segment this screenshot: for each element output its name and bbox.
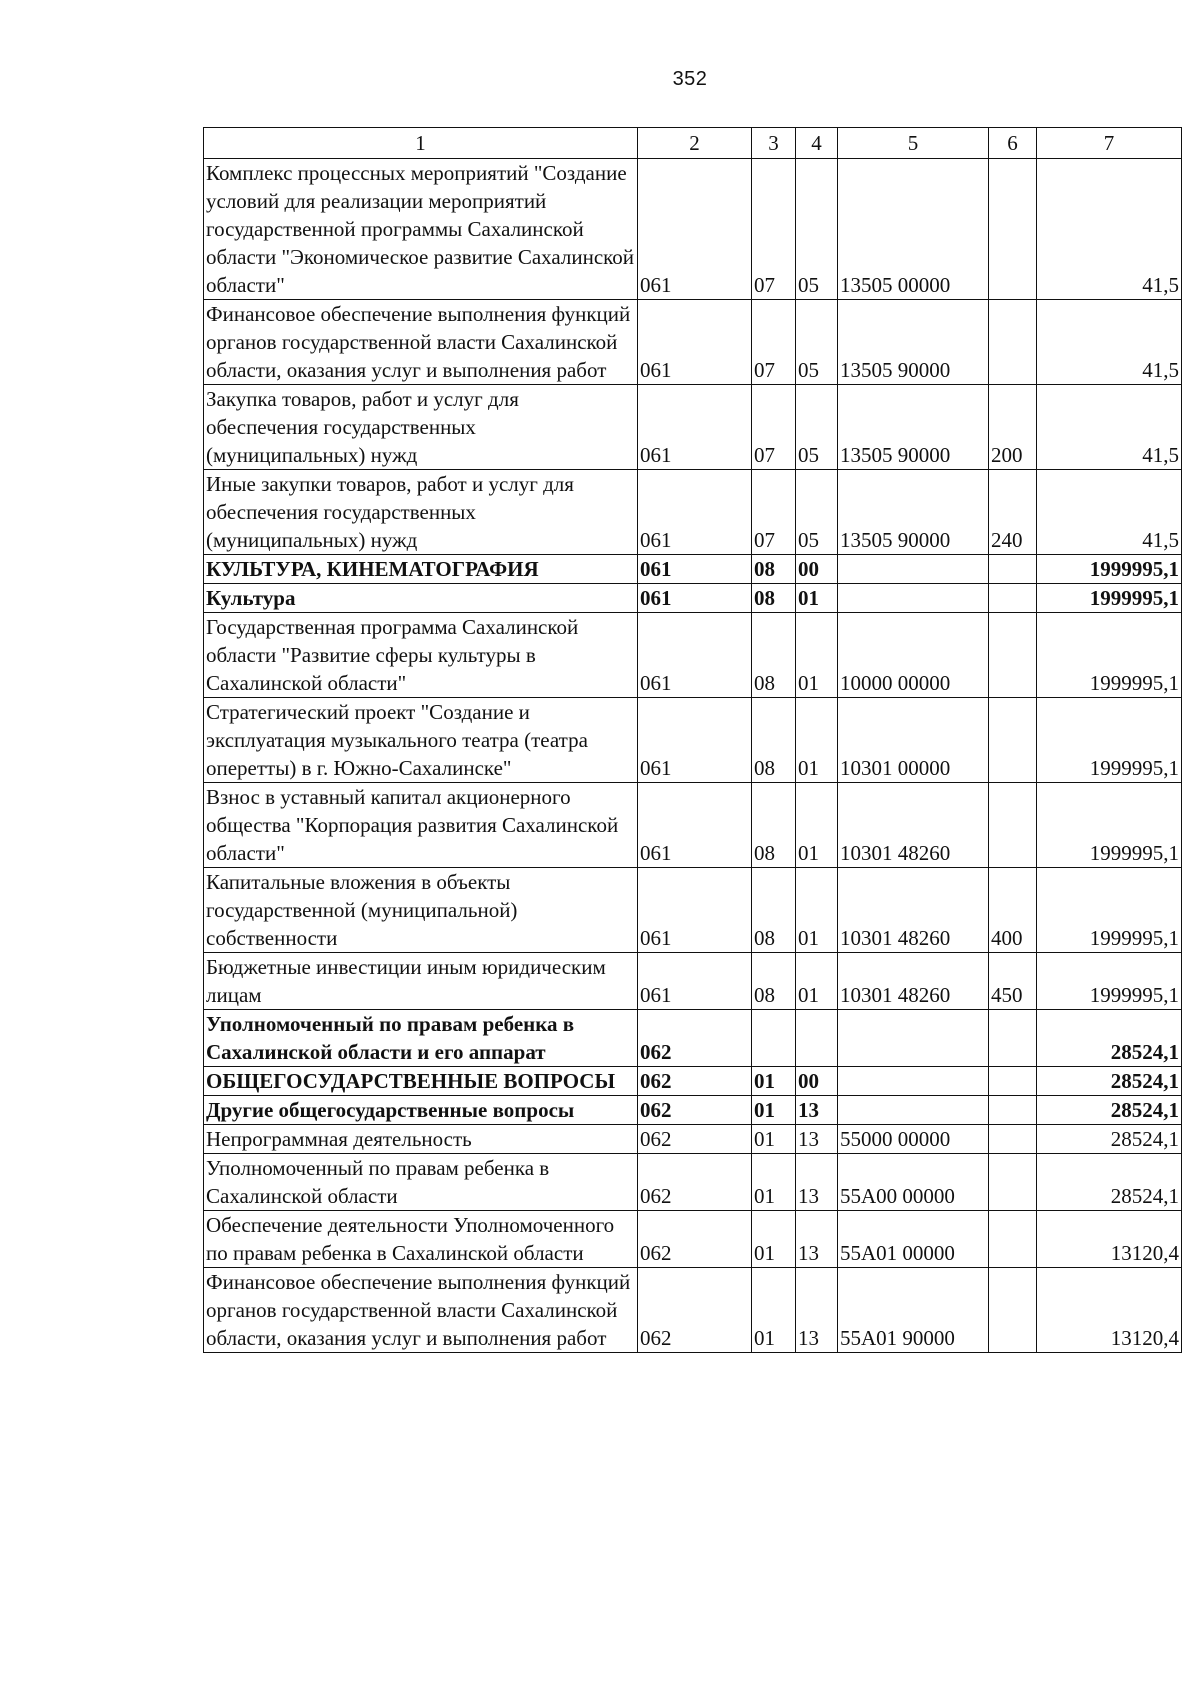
row-subsection: 05 — [796, 300, 838, 385]
row-target-article: 55А01 00000 — [838, 1211, 989, 1268]
row-amount: 41,5 — [1037, 385, 1182, 470]
row-name: Финансовое обеспечение выполнения функций органов государственной власти Сахалинской области, оказания услуг и выполнения работ — [204, 1268, 638, 1353]
row-admin-code: 062 — [638, 1096, 752, 1125]
row-admin-code: 061 — [638, 385, 752, 470]
row-name: Обеспечение деятельности Уполномоченного по правам ребенка в Сахалинской области — [204, 1211, 638, 1268]
row-section: 07 — [752, 470, 796, 555]
table-row — [204, 953, 1182, 1010]
row-admin-code: 061 — [638, 584, 752, 613]
row-name: Стратегический проект "Создание и эксплуатация музыкального театра (театра оперетты) в г. Южно-Сахалинске" — [204, 698, 638, 783]
row-subsection: 00 — [796, 555, 838, 584]
row-subsection: 01 — [796, 953, 838, 1010]
table-row — [204, 385, 1182, 470]
row-target-article: 10301 00000 — [838, 698, 989, 783]
row-admin-code: 061 — [638, 555, 752, 584]
table-row — [204, 555, 1182, 584]
row-expense-type — [989, 159, 1037, 300]
row-name: Закупка товаров, работ и услуг для обеспечения государственных (муниципальных) нужд — [204, 385, 638, 470]
row-section: 08 — [752, 953, 796, 1010]
row-subsection: 13 — [796, 1125, 838, 1154]
row-expense-type — [989, 584, 1037, 613]
row-expense-type: 200 — [989, 385, 1037, 470]
row-amount: 28524,1 — [1037, 1067, 1182, 1096]
header-cell: 7 — [1037, 128, 1182, 159]
row-amount: 28524,1 — [1037, 1125, 1182, 1154]
row-subsection: 01 — [796, 584, 838, 613]
row-section: 01 — [752, 1067, 796, 1096]
row-section: 07 — [752, 385, 796, 470]
row-amount: 13120,4 — [1037, 1268, 1182, 1353]
row-section: 07 — [752, 300, 796, 385]
row-section: 01 — [752, 1211, 796, 1268]
row-amount: 28524,1 — [1037, 1010, 1182, 1067]
row-admin-code: 062 — [638, 1211, 752, 1268]
row-expense-type — [989, 1211, 1037, 1268]
row-amount: 41,5 — [1037, 300, 1182, 385]
row-target-article: 55А00 00000 — [838, 1154, 989, 1211]
row-name: Культура — [204, 584, 638, 613]
table-row — [204, 1211, 1182, 1268]
row-admin-code: 062 — [638, 1154, 752, 1211]
row-expense-type: 240 — [989, 470, 1037, 555]
row-admin-code: 061 — [638, 613, 752, 698]
row-amount: 1999995,1 — [1037, 555, 1182, 584]
row-expense-type — [989, 698, 1037, 783]
header-cell: 4 — [796, 128, 838, 159]
row-section: 01 — [752, 1125, 796, 1154]
table-row — [204, 584, 1182, 613]
row-target-article: 13505 00000 — [838, 159, 989, 300]
table-row — [204, 1268, 1182, 1353]
header-cell: 1 — [204, 128, 638, 159]
row-name: Непрограммная деятельность — [204, 1125, 638, 1154]
row-name: Государственная программа Сахалинской области "Развитие сферы культуры в Сахалинской области" — [204, 613, 638, 698]
row-amount: 41,5 — [1037, 470, 1182, 555]
row-section: 01 — [752, 1096, 796, 1125]
row-name: КУЛЬТУРА, КИНЕМАТОГРАФИЯ — [204, 555, 638, 584]
row-subsection — [796, 1010, 838, 1067]
row-section: 08 — [752, 783, 796, 868]
row-name: ОБЩЕГОСУДАРСТВЕННЫЕ ВОПРОСЫ — [204, 1067, 638, 1096]
row-expense-type: 400 — [989, 868, 1037, 953]
header-cell: 3 — [752, 128, 796, 159]
row-admin-code: 061 — [638, 159, 752, 300]
row-name: Другие общегосударственные вопросы — [204, 1096, 638, 1125]
row-name: Финансовое обеспечение выполнения функций органов государственной власти Сахалинской области, оказания услуг и выполнения работ — [204, 300, 638, 385]
row-amount: 41,5 — [1037, 159, 1182, 300]
table-row — [204, 159, 1182, 300]
row-target-article — [838, 1010, 989, 1067]
row-expense-type — [989, 1154, 1037, 1211]
row-name: Уполномоченный по правам ребенка в Сахалинской области — [204, 1154, 638, 1211]
row-amount: 1999995,1 — [1037, 613, 1182, 698]
row-admin-code: 061 — [638, 300, 752, 385]
row-target-article: 13505 90000 — [838, 385, 989, 470]
row-name: Иные закупки товаров, работ и услуг для обеспечения государственных (муниципальных) нужд — [204, 470, 638, 555]
row-admin-code: 062 — [638, 1067, 752, 1096]
row-name: Уполномоченный по правам ребенка в Сахалинской области и его аппарат — [204, 1010, 638, 1067]
row-target-article — [838, 1067, 989, 1096]
table-row — [204, 1096, 1182, 1125]
row-subsection: 13 — [796, 1154, 838, 1211]
row-section: 07 — [752, 159, 796, 300]
table-row — [204, 1067, 1182, 1096]
row-name: Бюджетные инвестиции иным юридическим лицам — [204, 953, 638, 1010]
row-admin-code: 061 — [638, 698, 752, 783]
row-subsection: 01 — [796, 783, 838, 868]
row-section: 08 — [752, 613, 796, 698]
row-admin-code: 061 — [638, 783, 752, 868]
row-expense-type — [989, 1067, 1037, 1096]
table-row — [204, 1010, 1182, 1067]
row-name: Комплекс процессных мероприятий "Создание условий для реализации мероприятий государственной программы Сахалинской области "Экономическое развитие Сахалинской области" — [204, 159, 638, 300]
row-admin-code: 062 — [638, 1125, 752, 1154]
row-target-article: 10301 48260 — [838, 783, 989, 868]
table-row — [204, 698, 1182, 783]
row-admin-code: 061 — [638, 953, 752, 1010]
row-target-article: 55А01 90000 — [838, 1268, 989, 1353]
row-expense-type — [989, 1010, 1037, 1067]
table-row — [204, 470, 1182, 555]
row-expense-type: 450 — [989, 953, 1037, 1010]
table-row — [204, 300, 1182, 385]
header-cell: 6 — [989, 128, 1037, 159]
row-admin-code: 062 — [638, 1268, 752, 1353]
row-subsection: 00 — [796, 1067, 838, 1096]
row-subsection: 01 — [796, 698, 838, 783]
row-section: 01 — [752, 1268, 796, 1353]
row-target-article: 10301 48260 — [838, 868, 989, 953]
row-expense-type — [989, 1125, 1037, 1154]
row-admin-code: 062 — [638, 1010, 752, 1067]
table-row — [204, 613, 1182, 698]
row-expense-type — [989, 613, 1037, 698]
row-target-article: 55000 00000 — [838, 1125, 989, 1154]
table-row — [204, 868, 1182, 953]
row-subsection: 05 — [796, 385, 838, 470]
row-amount: 28524,1 — [1037, 1096, 1182, 1125]
row-amount: 1999995,1 — [1037, 783, 1182, 868]
row-section: 08 — [752, 868, 796, 953]
row-expense-type — [989, 300, 1037, 385]
row-target-article: 10000 00000 — [838, 613, 989, 698]
row-expense-type — [989, 783, 1037, 868]
row-target-article — [838, 555, 989, 584]
row-amount: 13120,4 — [1037, 1211, 1182, 1268]
row-amount: 28524,1 — [1037, 1154, 1182, 1211]
row-section: 08 — [752, 555, 796, 584]
row-name: Взнос в уставный капитал акционерного общества "Корпорация развития Сахалинской области" — [204, 783, 638, 868]
row-subsection: 13 — [796, 1211, 838, 1268]
row-name: Капитальные вложения в объекты государственной (муниципальной) собственности — [204, 868, 638, 953]
page-number: 352 — [672, 68, 708, 90]
row-admin-code: 061 — [638, 470, 752, 555]
row-subsection: 05 — [796, 470, 838, 555]
row-section: 08 — [752, 584, 796, 613]
budget-table — [203, 127, 1182, 1353]
table-row — [204, 1154, 1182, 1211]
row-section — [752, 1010, 796, 1067]
row-expense-type — [989, 1268, 1037, 1353]
header-cell: 2 — [638, 128, 752, 159]
row-section: 08 — [752, 698, 796, 783]
row-expense-type — [989, 1096, 1037, 1125]
table-row — [204, 783, 1182, 868]
row-target-article: 10301 48260 — [838, 953, 989, 1010]
table-row — [204, 1125, 1182, 1154]
row-target-article — [838, 1096, 989, 1125]
row-target-article: 13505 90000 — [838, 470, 989, 555]
row-admin-code: 061 — [638, 868, 752, 953]
row-amount: 1999995,1 — [1037, 584, 1182, 613]
row-section: 01 — [752, 1154, 796, 1211]
row-target-article: 13505 90000 — [838, 300, 989, 385]
table-header-row — [204, 128, 1182, 159]
row-subsection: 13 — [796, 1096, 838, 1125]
row-expense-type — [989, 555, 1037, 584]
row-amount: 1999995,1 — [1037, 953, 1182, 1010]
row-amount: 1999995,1 — [1037, 868, 1182, 953]
header-cell: 5 — [838, 128, 989, 159]
row-subsection: 01 — [796, 613, 838, 698]
row-target-article — [838, 584, 989, 613]
row-subsection: 13 — [796, 1268, 838, 1353]
row-subsection: 05 — [796, 159, 838, 300]
row-subsection: 01 — [796, 868, 838, 953]
row-amount: 1999995,1 — [1037, 698, 1182, 783]
